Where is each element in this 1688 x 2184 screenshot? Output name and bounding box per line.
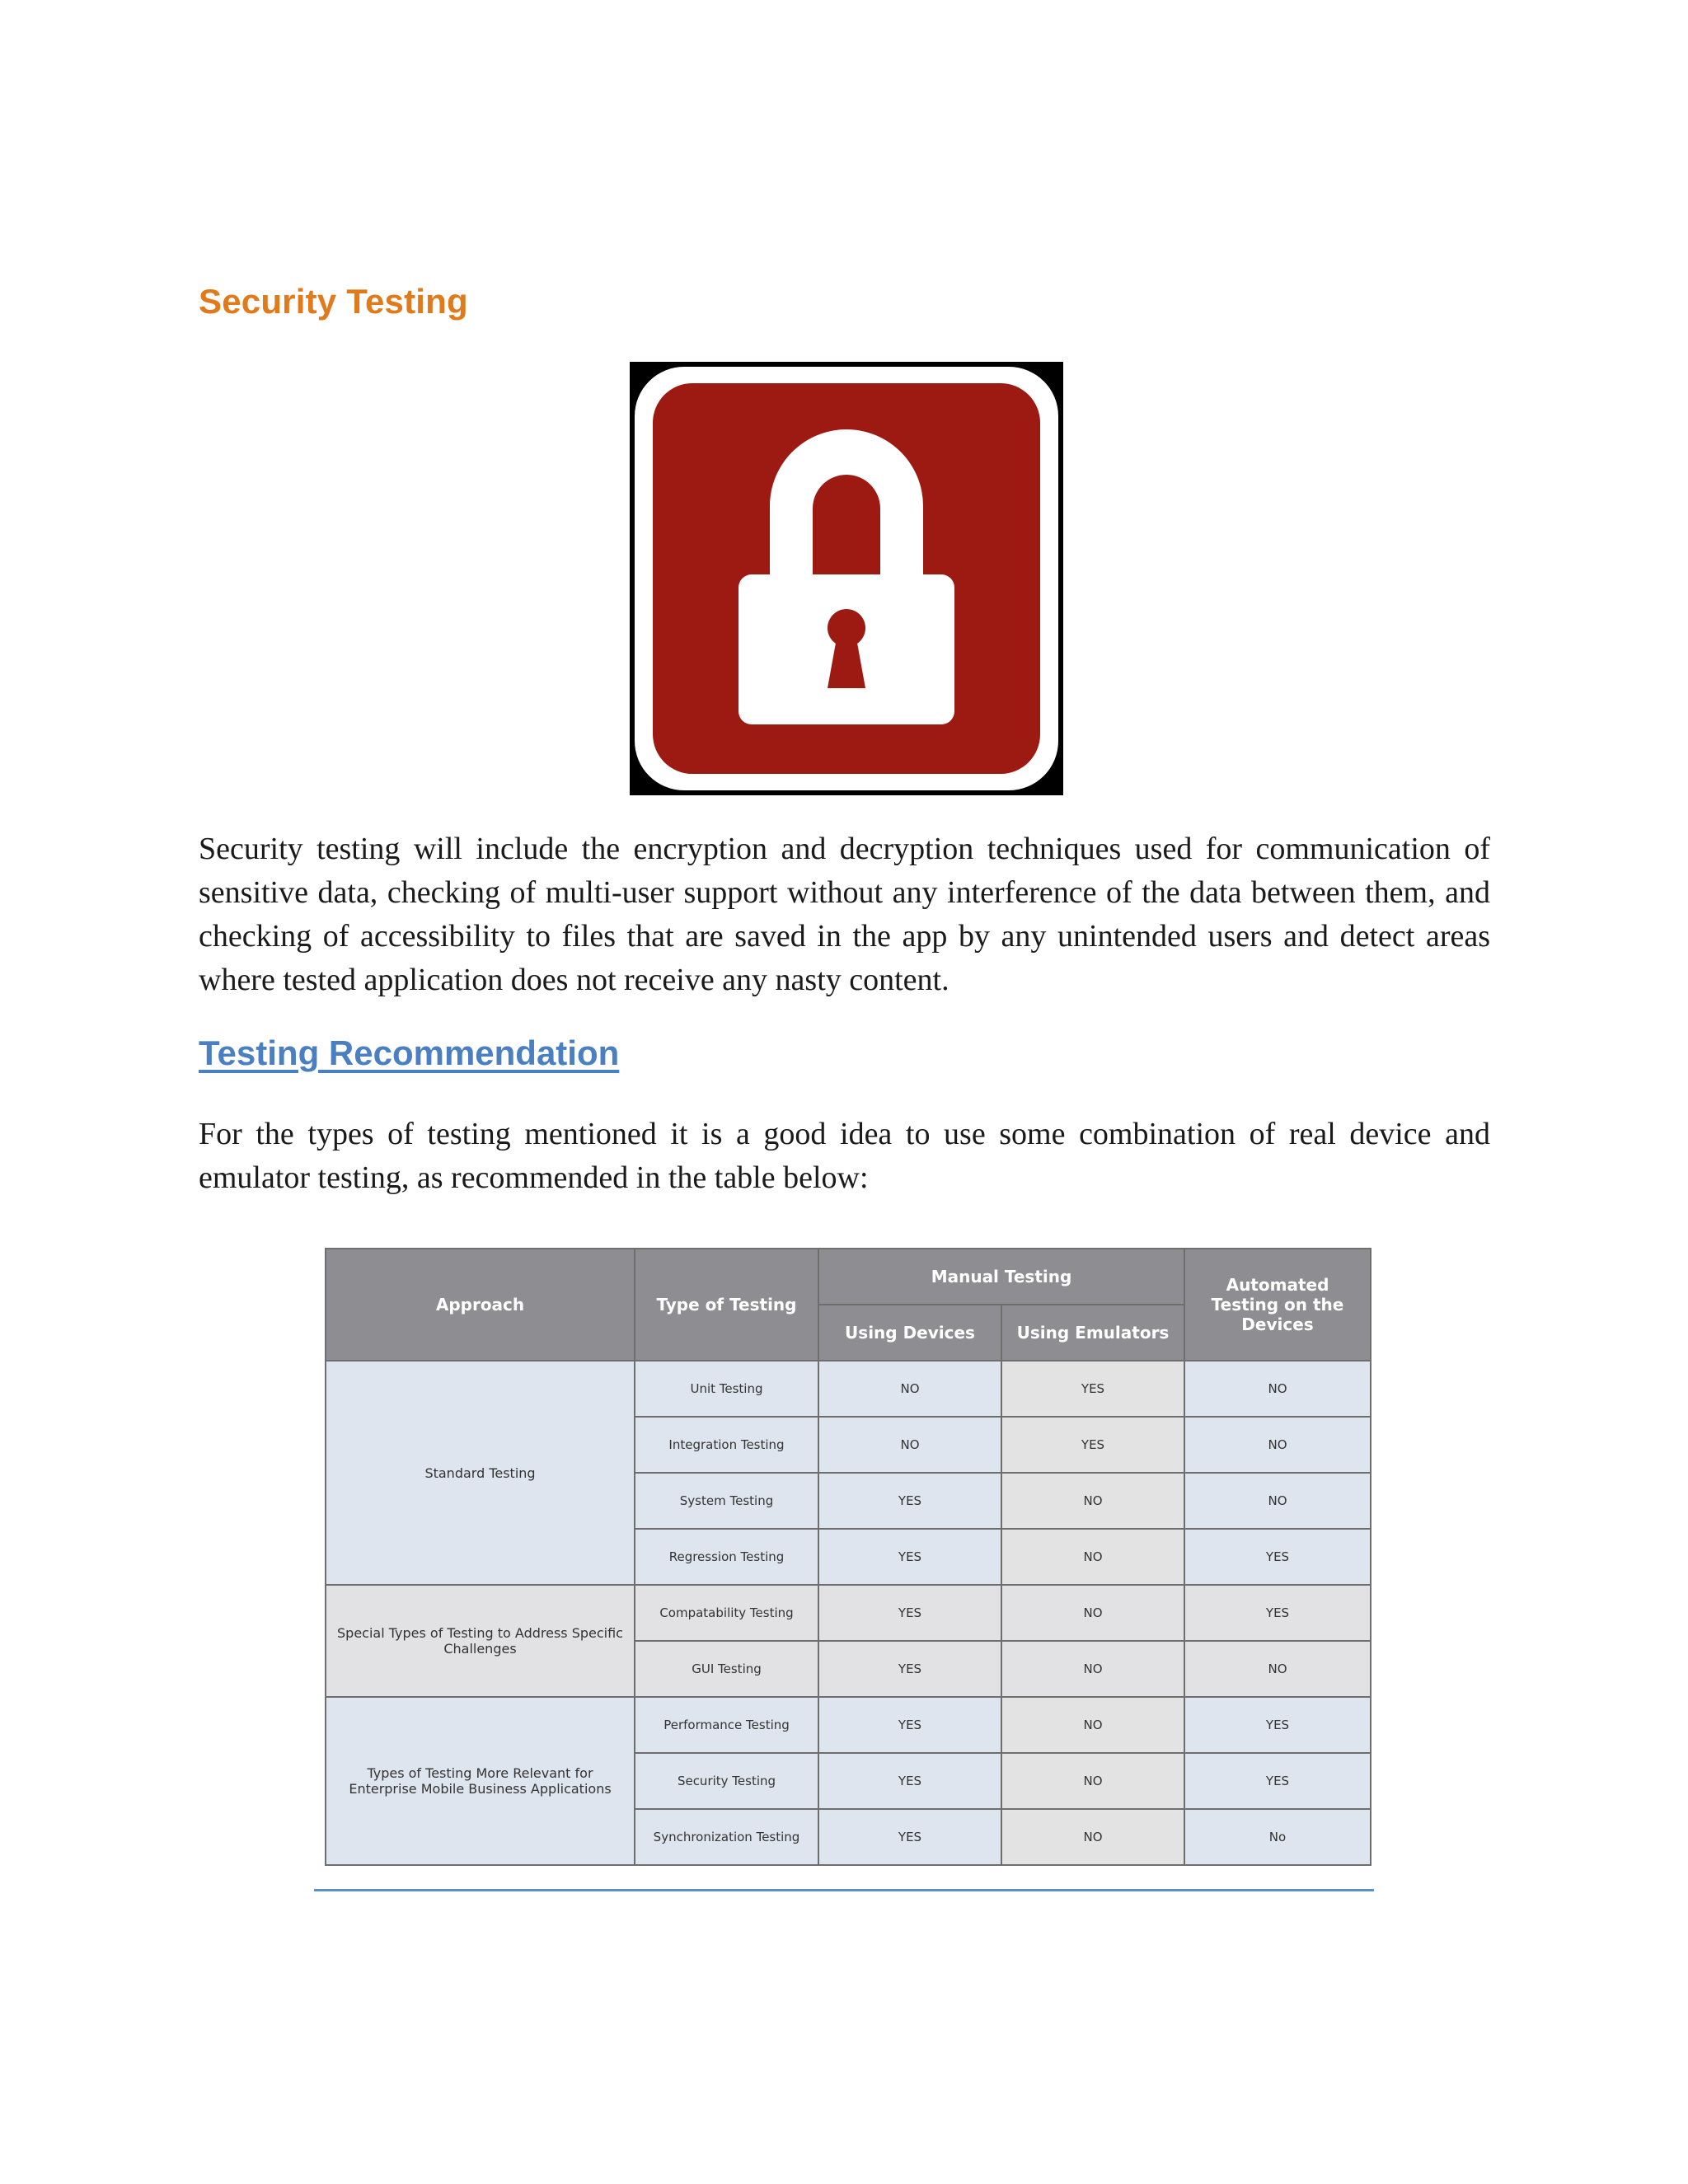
table-row: [326, 1697, 1371, 1753]
emulators-cell: NO: [1001, 1473, 1184, 1529]
header-manual-testing: Manual Testing: [818, 1249, 1184, 1305]
devices-cell: YES: [818, 1697, 1001, 1753]
emulators-cell: NO: [1001, 1753, 1184, 1809]
devices-cell: YES: [818, 1809, 1001, 1865]
devices-cell: YES: [818, 1641, 1001, 1697]
header-automated-testing: Automated Testing on the Devices: [1184, 1249, 1371, 1361]
approach-cell: Types of Testing More Relevant for Enterprise Mobile Business Applications: [326, 1697, 635, 1865]
type-cell: Security Testing: [635, 1753, 818, 1809]
security-testing-paragraph: Security testing will include the encryption and decryption techniques used for communication of sensitive data, checking of multi-user support without any interference of the data between them, and checking of accessibility to files that are saved in the app by any unintended users and detect areas where tested application does not receive any nasty content.: [199, 832, 1490, 997]
recommendation-paragraph: For the types of testing mentioned it is a good idea to use some combination of real device and emulator testing, as recommended in the table below:: [199, 1117, 1490, 1195]
table-row: [326, 1585, 1371, 1641]
emulators-cell: NO: [1001, 1697, 1184, 1753]
automated-cell: NO: [1184, 1361, 1371, 1417]
approach-cell: Special Types of Testing to Address Specific Challenges: [326, 1585, 635, 1697]
type-cell: Performance Testing: [635, 1697, 818, 1753]
automated-cell: YES: [1184, 1753, 1371, 1809]
devices-cell: NO: [818, 1417, 1001, 1473]
automated-cell: YES: [1184, 1585, 1371, 1641]
approach-cell: Standard Testing: [326, 1361, 635, 1585]
header-using-devices: Using Devices: [818, 1305, 1001, 1361]
table-bottom-rule: [314, 1889, 1374, 1891]
devices-cell: YES: [818, 1529, 1001, 1585]
header-approach: Approach: [326, 1249, 635, 1361]
automated-cell: NO: [1184, 1473, 1371, 1529]
emulators-cell: NO: [1001, 1641, 1184, 1697]
table-row: [326, 1361, 1371, 1417]
type-cell: System Testing: [635, 1473, 818, 1529]
type-cell: GUI Testing: [635, 1641, 818, 1697]
devices-cell: YES: [818, 1585, 1001, 1641]
emulators-cell: YES: [1001, 1417, 1184, 1473]
automated-cell: YES: [1184, 1529, 1371, 1585]
security-testing-heading: Security Testing: [199, 282, 468, 321]
padlock-icon: [630, 362, 1063, 795]
devices-cell: YES: [818, 1473, 1001, 1529]
header-type-of-testing: Type of Testing: [635, 1249, 818, 1361]
emulators-cell: NO: [1001, 1809, 1184, 1865]
emulators-cell: NO: [1001, 1529, 1184, 1585]
testing-recommendation-table: [325, 1248, 1370, 1866]
type-cell: Compatability Testing: [635, 1585, 818, 1641]
type-cell: Integration Testing: [635, 1417, 818, 1473]
devices-cell: NO: [818, 1361, 1001, 1417]
emulators-cell: YES: [1001, 1361, 1184, 1417]
automated-cell: NO: [1184, 1417, 1371, 1473]
automated-cell: No: [1184, 1809, 1371, 1865]
testing-recommendation-heading[interactable]: Testing Recommendation: [199, 1033, 620, 1072]
type-cell: Synchronization Testing: [635, 1809, 818, 1865]
emulators-cell: NO: [1001, 1585, 1184, 1641]
devices-cell: YES: [818, 1753, 1001, 1809]
automated-cell: YES: [1184, 1697, 1371, 1753]
type-cell: Regression Testing: [635, 1529, 818, 1585]
header-using-emulators: Using Emulators: [1001, 1305, 1184, 1361]
type-cell: Unit Testing: [635, 1361, 818, 1417]
automated-cell: NO: [1184, 1641, 1371, 1697]
